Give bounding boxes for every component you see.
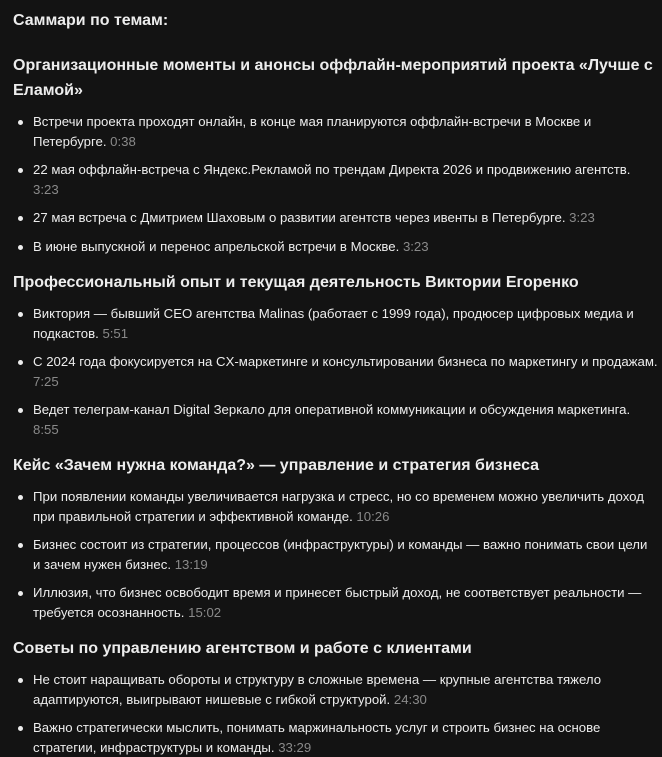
timestamp-link[interactable]: 8:55 (33, 421, 59, 437)
bullet-dot-icon (18, 726, 23, 731)
bullet-dot-icon (18, 168, 23, 173)
topic-items-list (13, 487, 658, 622)
summary-item-text: Важно стратегически мыслить, понимать маржинальность услуг и строить бизнес на основе стратегии, инфраструктуры и команды. (33, 720, 601, 755)
summary-panel (13, 9, 658, 757)
timestamp-link[interactable]: 7:25 (33, 373, 59, 389)
bullet-dot-icon (18, 678, 23, 683)
bullet-dot-icon (18, 543, 23, 548)
topic-heading: Советы по управлению агентством и работе с клиентами (13, 640, 472, 657)
timestamp-link[interactable]: 33:29 (278, 739, 312, 755)
summary-item (13, 112, 658, 151)
summary-item (13, 535, 658, 574)
timestamp-link[interactable]: 10:26 (356, 508, 390, 524)
timestamp-link[interactable]: 3:23 (33, 181, 59, 197)
bullet-dot-icon (18, 408, 23, 413)
summary-item-text: Ведет телеграм-канал Digital Зеркало для оперативной коммуникации и обсуждения маркетинга. (33, 402, 631, 417)
topic-items-list (13, 304, 658, 439)
topic-section (13, 270, 658, 439)
summary-item-text: Не стоит наращивать обороты и структуру в сложные времена — крупные агентства тяжело адаптируются, выигрывают нишевые с гибкой структурой. (33, 672, 602, 707)
timestamp-link[interactable]: 15:02 (188, 604, 222, 620)
summary-item-text: 27 мая встреча с Дмитрием Шаховым о развитии агентств через ивенты в Петербурге. (33, 210, 566, 225)
topic-items-list (13, 670, 658, 757)
bullet-dot-icon (18, 591, 23, 596)
topic-heading: Кейс «Зачем нужна команда?» — управление и стратегия бизнеса (13, 457, 540, 474)
timestamp-link[interactable]: 13:19 (174, 556, 208, 572)
summary-item (13, 160, 658, 199)
topic-section (13, 636, 658, 757)
bullet-dot-icon (18, 216, 23, 221)
summary-item-text: Встречи проекта проходят онлайн, в конце мая планируются оффлайн-встречи в Москве и Петербурге. (33, 114, 592, 149)
summary-item-text: Виктория — бывший CEO агентства Malinas (работает с 1999 года), продюсер цифровых медиа и подкастов. (33, 306, 634, 341)
topic-heading: Организационные моменты и анонсы оффлайн-мероприятий проекта «Лучше с Еламой» (13, 57, 653, 99)
bullet-dot-icon (18, 495, 23, 500)
summary-item (13, 670, 658, 709)
summary-item (13, 208, 658, 228)
summary-item (13, 583, 658, 622)
topic-section (13, 453, 658, 622)
summary-item-text: В июне выпускной и перенос апрельской встречи в Москве. (33, 238, 400, 254)
summary-item-text: Иллюзия, что бизнес освободит время и принесет быстрый доход, не соответствует реальности — требуется осознанность. (33, 585, 642, 620)
timestamp-link[interactable]: 3:23 (402, 238, 429, 254)
summary-item (13, 352, 658, 391)
summary-item-text: С 2024 года фокусируется на CX-маркетинге и консультировании бизнеса по маркетингу и продажам. (33, 354, 658, 369)
timestamp-link[interactable]: 5:51 (102, 325, 129, 341)
summary-item (13, 400, 658, 439)
bullet-dot-icon (18, 120, 23, 125)
summary-item-text: 22 мая оффлайн-встреча с Яндекс.Рекламой по трендам Директа 2026 и продвижению агентств. (33, 162, 631, 177)
bullet-dot-icon (18, 312, 23, 317)
topic-items-list (13, 112, 658, 256)
timestamp-link[interactable]: 3:23 (569, 210, 595, 225)
timestamp-link[interactable]: 0:38 (110, 133, 136, 149)
summary-item (13, 718, 658, 757)
summary-item (13, 304, 658, 343)
bullet-dot-icon (18, 360, 23, 365)
summary-title: Саммари по темам: (13, 12, 169, 29)
summary-item-text: Бизнес состоит из стратегии, процессов (инфраструктуры) и команды — важно понимать свои цели и зачем нужен бизнес. (33, 537, 648, 572)
summary-item (13, 487, 658, 526)
summary-item (13, 237, 658, 257)
topic-section (13, 53, 658, 256)
topic-heading: Профессиональный опыт и текущая деятельность Виктории Егоренко (13, 274, 579, 291)
bullet-dot-icon (18, 245, 23, 250)
sections-container (13, 53, 658, 757)
summary-item-text: При появлении команды увеличивается нагрузка и стресс, но со временем можно увеличить доход при правильной стратегии и эффективной команде. (33, 489, 644, 524)
timestamp-link[interactable]: 24:30 (393, 691, 427, 707)
